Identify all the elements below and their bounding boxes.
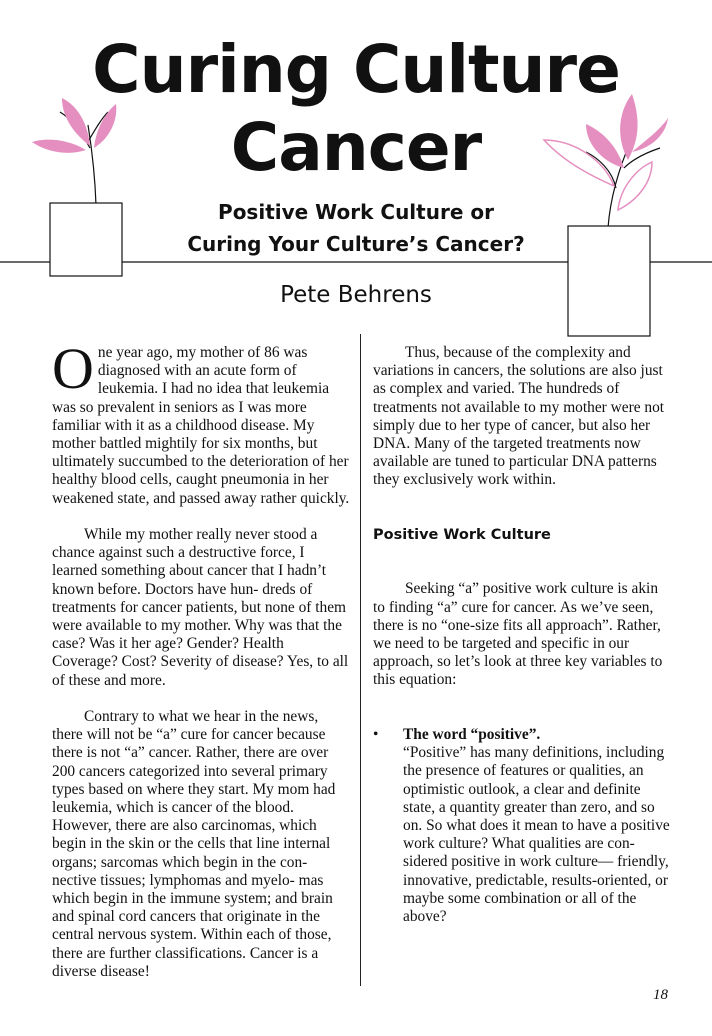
bullet-title: The word “positive”. [403, 725, 541, 743]
article-subtitle-line-1: Positive Work Culture or [218, 200, 494, 224]
article-title-line-2: Cancer [230, 109, 482, 186]
intro-paragraph-text: ne year ago, my mother of 86 was diagnosed with an acute form of leukemia. I had no idea that leukemia was so prevalent in seniors as I was more familiar with it as a childhood disease. My mother battled mightily for six months, but ultimately succumbed to the deterioration of her healthy blood cells, caught pneumonia in her weakened state, and passed away rather quickly. [52, 344, 350, 507]
bullet-item [373, 726, 671, 926]
bullet-body: “Positive” has many definitions, including the presence of features or qualities, an optimistic outlook, a clear and definite state, a quantity greater than zero, and so on. So what does it mean to have a positive work culture? What qualities are con- sidered positive in work culture— friendly, innovative, predictable, results-oriented, or maybe some combination or all of the above? [403, 744, 670, 925]
body-paragraph-4: Thus, because of the complexity and variations in cancers, the solutions are also just as complex and varied. The hundreds of treatments not available to my mother were not simply due to her type of cancer, but also her DNA. Many of the targeted treatments now available are tuned to particular DNA patterns they exclusively work within. [373, 344, 665, 489]
page-number: 18 [653, 987, 668, 1003]
drop-cap: O [52, 336, 94, 401]
article-subtitle-line-2: Curing Your Culture’s Cancer? [187, 232, 525, 256]
section-heading: Positive Work Culture [373, 527, 551, 543]
right-column [373, 344, 671, 926]
body-paragraph-3: Contrary to what we hear in the news, there will not be “a” cure for cancer because there is not “a” cancer. Rather, there are over 200 cancers categorized into several primary types based on where they start. My mom had leukemia, which is cancer of the blood. However, there are also carcinomas, which begin in the skin or the cells that line internal organs; sarcomas which begin in the con- nective tissues; lymphomas and myelo- mas which begin in the immune system; and brain and spinal cord cancers that originate in the central nervous system. Within each of those, there are further classifications. Cancer is a diverse disease! [52, 708, 336, 980]
intro-paragraph [52, 336, 350, 508]
author-byline: Pete Behrens [280, 282, 432, 308]
article-title-line-1: Curing Culture [92, 31, 620, 108]
bullet-mark: • [373, 725, 379, 743]
left-column [52, 336, 350, 981]
body-paragraph-5: Seeking “a” positive work culture is akin to finding “a” cure for cancer. As we’ve seen, there is no “one-size fits all approach”. Rather, we need to be targeted and specific in our approach, so let’s look at three key variables to this equation: [373, 580, 663, 689]
body-paragraph-2: While my mother really never stood a chance against such a destructive force, I learned something about cancer that I hadn’t known before. Doctors have hun- dreds of treatments for cancer patients, but none of them were available to my mother. Why was that the case? Was it her age? Gender? Health Coverage? Cost? Severity of disease? Yes, to all of these and more. [52, 526, 349, 689]
column-divider [360, 334, 361, 986]
